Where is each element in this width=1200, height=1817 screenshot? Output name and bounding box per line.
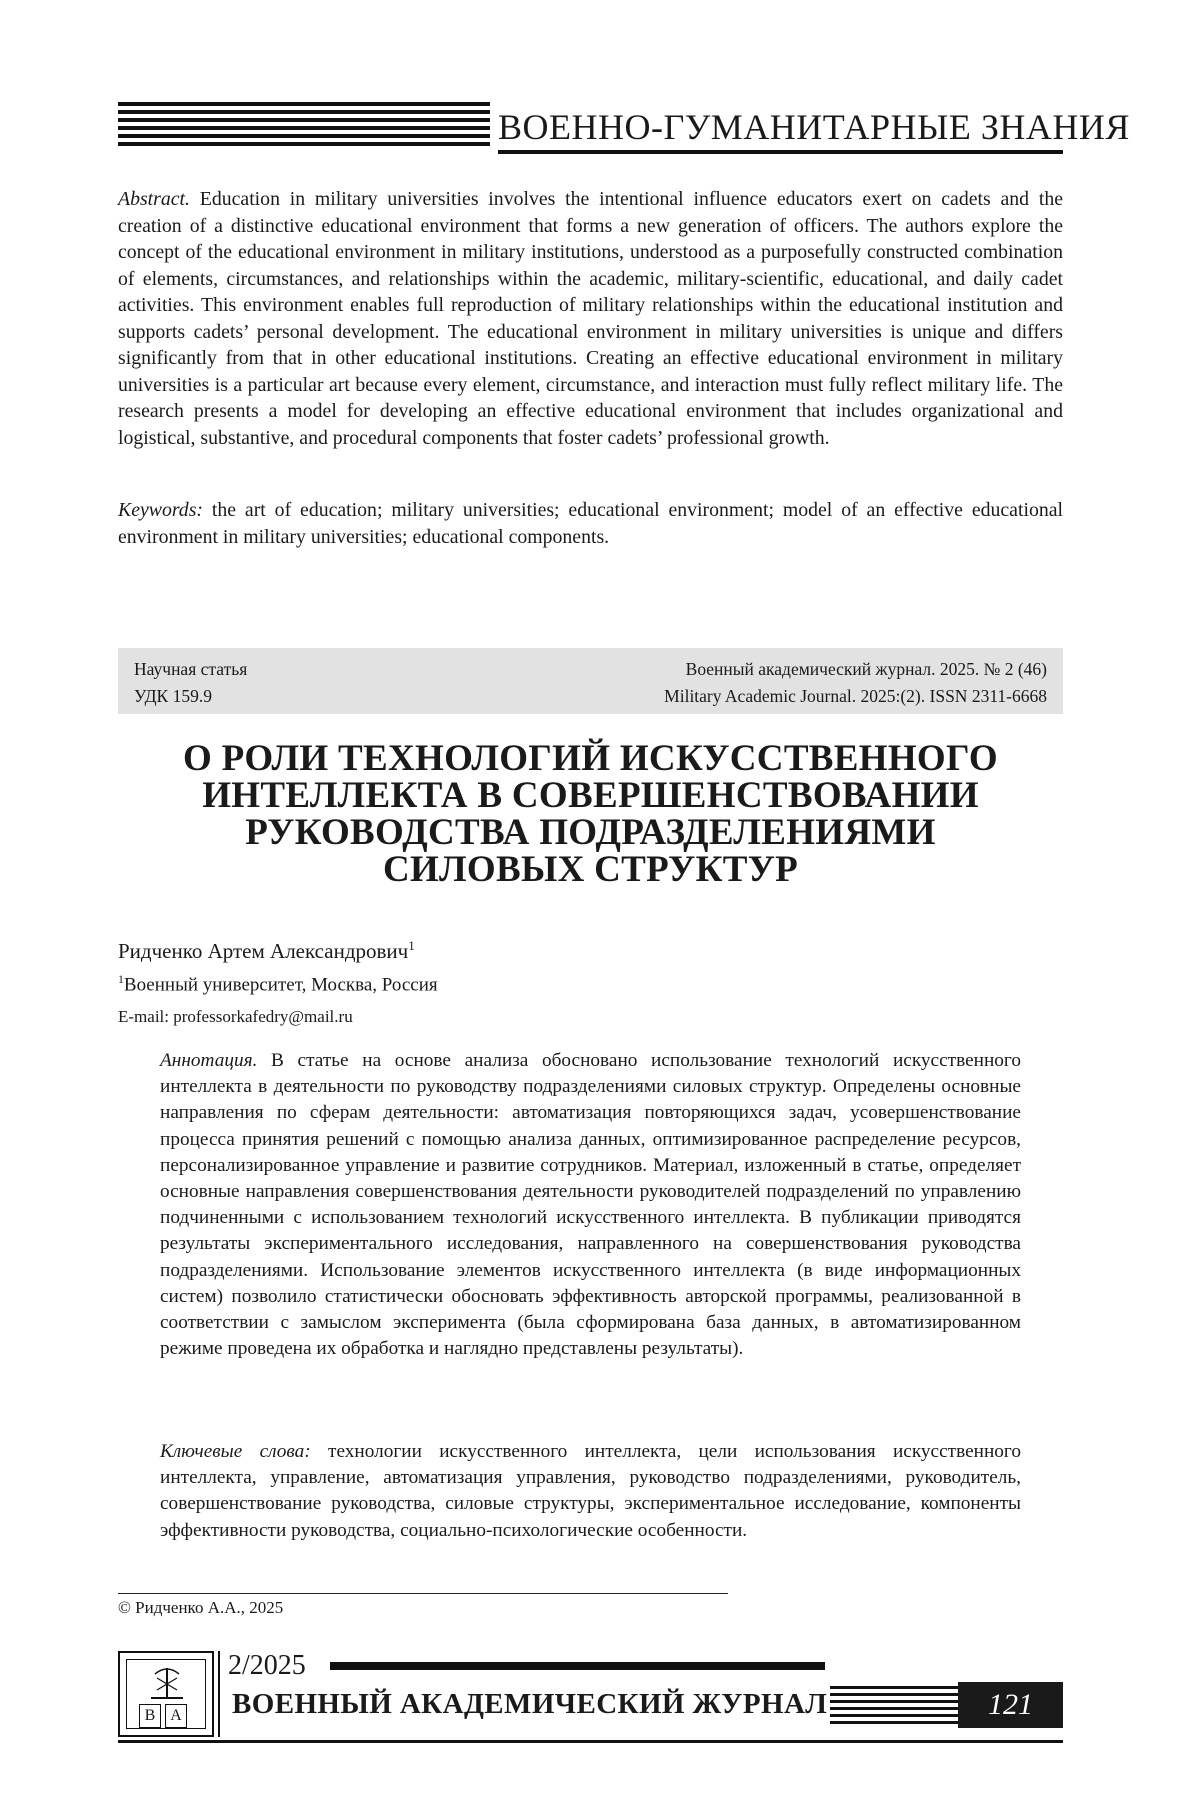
keywords-en-label: Keywords:: [118, 499, 203, 521]
logo-letter-a: А: [165, 1704, 187, 1728]
copyright: © Ридченко А.А., 2025: [118, 1598, 284, 1617]
title-line: СИЛОВЫХ СТРУКТУР: [382, 849, 799, 890]
title-line: РУКОВОДСТВА ПОДРАЗДЕЛЕНИЯМИ: [245, 812, 936, 853]
author-sup: 1: [408, 938, 415, 953]
keywords-ru: [160, 1439, 1021, 1544]
header-rule: [498, 150, 1063, 154]
section-title: ВОЕННО-ГУМАНИТАРНЫЕ ЗНАНИЯ: [498, 107, 1130, 147]
abstract-en: [118, 186, 1063, 451]
footer-vertical-divider: [218, 1651, 220, 1737]
affiliation: [118, 973, 438, 996]
title-line: ИНТЕЛЛЕКТА В СОВЕРШЕНСТВОВАНИИ: [202, 775, 979, 816]
journal-name: ВОЕННЫЙ АКАДЕМИЧЕСКИЙ ЖУРНАЛ: [232, 1688, 828, 1720]
footnote-rule: [118, 1593, 728, 1594]
article-type: Научная статья: [134, 659, 248, 679]
keywords-en: [118, 497, 1063, 550]
logo-letter-v: В: [139, 1704, 161, 1728]
abstract-en-label: Abstract.: [118, 188, 190, 210]
footer-decorative-lines: [830, 1686, 958, 1728]
keywords-ru-label: Ключевые слова:: [160, 1441, 311, 1462]
article-title: [118, 740, 1063, 888]
journal-citation-en: Military Academic Journal. 2025:(2). ISSN 2311-6668: [664, 686, 1047, 706]
footer-bottom-rule: [118, 1740, 1063, 1743]
abstract-en-text: Education in military universities involves the intentional influence educators exert on cadets and the creation of a distinctive educational environment that forms a new generation of officers. The authors explore the concept of the educational environment in military institutions, understood as a purposefully constructed combination of elements, circumstances, and relationships within the academic, military-scientific, educational, and daily cadet activities. This environment enables full reproduction of military relationships within the educational institution and supports cadets’ personal development. The educational environment in military universities is unique and differs significantly from that in other educational institutions. Creating an effective educational environment in military universities is a particular art because every element, circumstance, and interaction must fully reflect military life. The research presents a model for developing an effective educational environment that includes organizational and logistical, substantive, and procedural components that foster cadets’ professional growth.: [118, 188, 1063, 449]
author-name: Ридченко Артем Александрович: [118, 939, 409, 963]
header-decorative-lines: [118, 102, 490, 154]
author: [118, 938, 415, 964]
keywords-ru-text: технологии искусственного интеллекта, цели использования искусственного интеллекта, управление, автоматизация управления, руководство подразделениями, руководитель, совершенствование руководства, силовые структуры, экспериментальное исследование, компоненты эффективности руководства, социально-психологические особенности.: [160, 1441, 1021, 1541]
affiliation-text: Военный университет, Москва, Россия: [123, 974, 438, 996]
issue-bar: [330, 1662, 825, 1670]
issue-number: 2/2025: [228, 1650, 306, 1681]
abstract-ru-label: Аннотация.: [160, 1050, 258, 1071]
title-line: О РОЛИ ТЕХНОЛОГИЙ ИСКУССТВЕННОГО: [183, 738, 998, 779]
journal-citation-ru: Военный академический журнал. 2025. № 2 (46): [685, 659, 1047, 679]
article-info-band: [118, 648, 1063, 714]
abstract-ru-text: В статье на основе анализа обосновано использование технологий искусственного интеллекта в деятельности по руководству подразделениями силовых структур. Определены основные направления по сферам деятельности: автоматизация повторяющихся задач, усовершенствование процесса принятия решений с помощью анализа данных, оптимизированное распределение ресурсов, персонализированное управление и развитие сотрудников. Материал, изложенный в статье, определяет основные направления совершенствования деятельности руководителей подразделений по управлению подчиненными с использованием технологий искусственного интеллекта. В публикации приводятся результаты экспериментального исследования, направленного на совершенствования руководства подразделениями. Использование элементов искусственного интеллекта (в виде информационных систем) позволило статистически обосновать эффективность авторской программы, реализованной в соответствии с замыслом эксперимента (была сформирована база данных, в автоматизированном режиме проведена их обработка и наглядно представлены результаты).: [160, 1050, 1021, 1360]
affiliation-sup: 1: [118, 973, 124, 986]
journal-logo: [118, 1651, 214, 1737]
abstract-ru: [160, 1048, 1021, 1362]
udc-code: УДК 159.9: [134, 686, 212, 706]
page-number: 121: [958, 1682, 1063, 1728]
author-email: E-mail: professorkafedry@mail.ru: [118, 1007, 353, 1026]
keywords-en-text: the art of education; military universities; educational environment; model of an effective educational environment in military universities; educational components.: [118, 499, 1063, 548]
logo-frame: [126, 1659, 206, 1729]
